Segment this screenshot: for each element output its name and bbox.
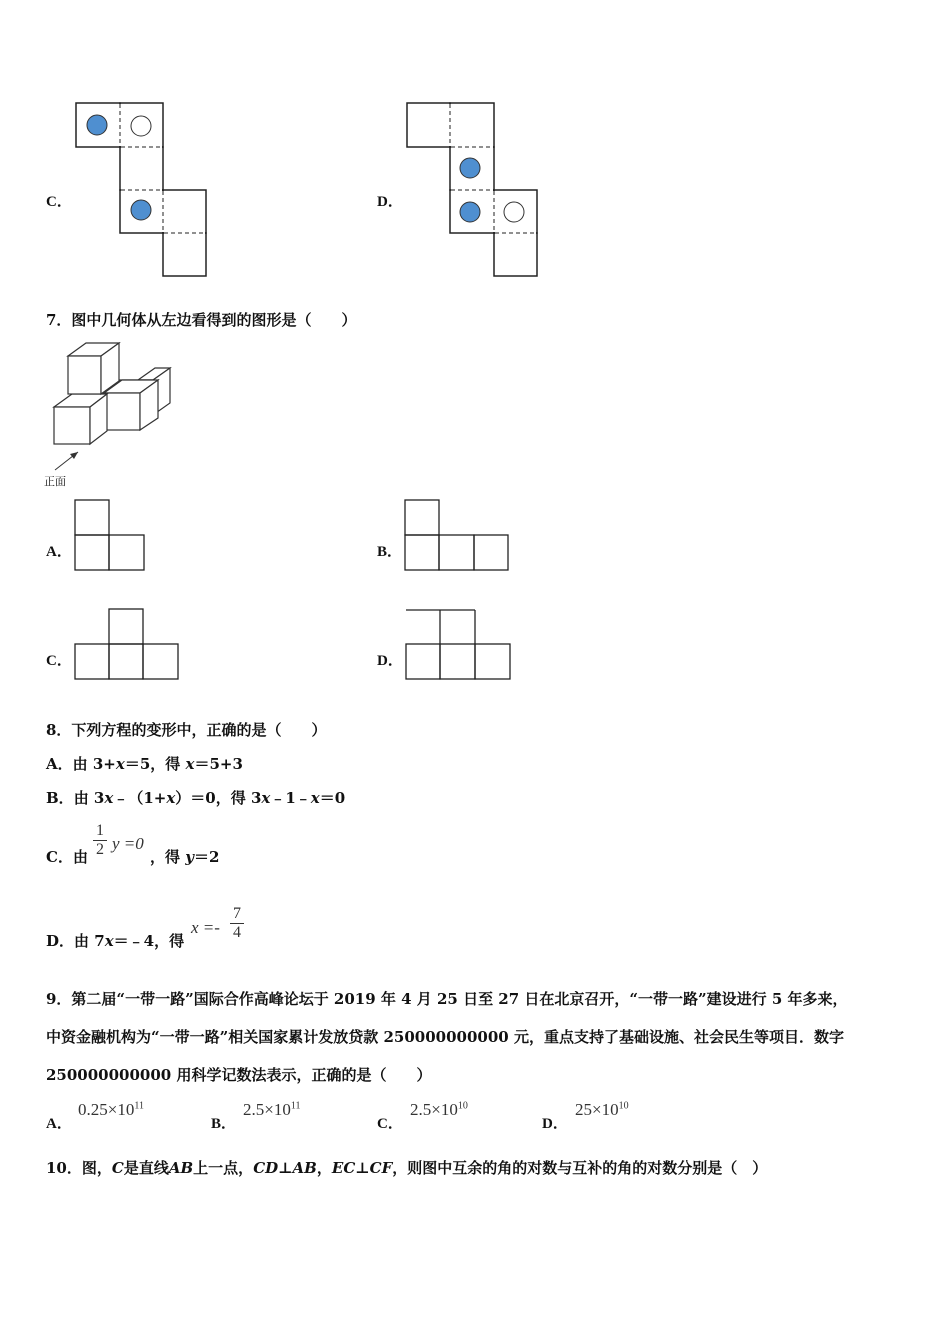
view-a-square [75,535,109,570]
q8-c-result: ，得 y＝2 [150,848,220,866]
q9-option-d-value: $25\times 10^{10}$ [575,1100,629,1119]
q9-option-d-label: D． [542,1116,568,1132]
q7-option-d-label: D． [377,653,403,669]
q8-option-d: D．由 7x＝﹣4，得 [46,932,185,950]
view-c-square [75,644,109,679]
option-label: A． [46,755,73,773]
q7-stem: 7．图中几何体从左边看得到的图形是（ ） [46,311,357,329]
view-b-square [405,535,439,570]
option-label: C． [46,848,73,866]
q8-stem: 8．下列方程的变形中，正确的是（ ） [46,721,327,739]
q7-option-a-label: A． [46,544,72,560]
q7-option-c-label: C． [46,653,72,669]
q8-option-a: A．由 3+x＝5，得 x＝5+3 [46,755,243,773]
q9-option-b-label: B． [211,1116,237,1132]
q8-option-c: C．由 [46,848,88,866]
front-view-label: 正面 [44,475,66,488]
view-b-square [405,500,439,535]
q9-option-c-label: C． [377,1116,403,1132]
q9-option-a-value: $0.25\times 10^{11}$ [78,1100,144,1119]
q8-option-b: B．由 3x﹣（1+x）＝0，得 3x﹣1﹣x＝0 [46,789,346,807]
view-c-square [143,644,178,679]
q9-option-c-value: $2.5\times 10^{10}$ [410,1100,468,1119]
view-a-square [75,500,109,535]
view-d-square [475,644,510,679]
q8-c-expression: y =0 [112,834,144,853]
q7-option-b-label: B． [377,544,403,560]
view-c-square [109,644,143,679]
view-d-square [406,644,440,679]
q10-stem: 10．图，C是直线AB上一点，CD⊥AB，EC⊥CF，则图中互余的角的对数与互补的角的对数分别是（ ） [46,1159,768,1177]
view-b-square [439,535,474,570]
q8-c-fraction: $\frac{1}{2}$ [93,822,107,859]
q9-option-a-label: A． [46,1116,72,1132]
view-a-square [109,535,144,570]
view-c-square [109,609,143,644]
view-d-square [440,644,475,679]
view-b-square [474,535,508,570]
option-label: D． [46,932,75,950]
option-label: B． [46,789,74,807]
q8-d-expression: x =- [191,918,220,937]
q9-stem-line-2: 中资金融机构为“一带一路”相关国家累计发放贷款 250000000000 元，重点支持了基础设施、社会民生等项目．数字 [46,1028,844,1046]
q6-option-c-label: C． [46,194,72,210]
q9-option-b-value: $2.5\times 10^{11}$ [243,1100,301,1119]
q9-stem-line-1: 9．第二届“一带一路”国际合作高峰论坛于 2019 年 4 月 25 日至 27 日在北京召开，“一带一路”建设进行 5 年多来， [46,990,848,1008]
q9-stem-line-3: 250000000000 用科学记数法表示，正确的是（ ） [46,1066,432,1084]
q6-option-d-label: D． [377,194,403,210]
q8-d-fraction: $\frac{7}{4}$ [230,905,244,942]
